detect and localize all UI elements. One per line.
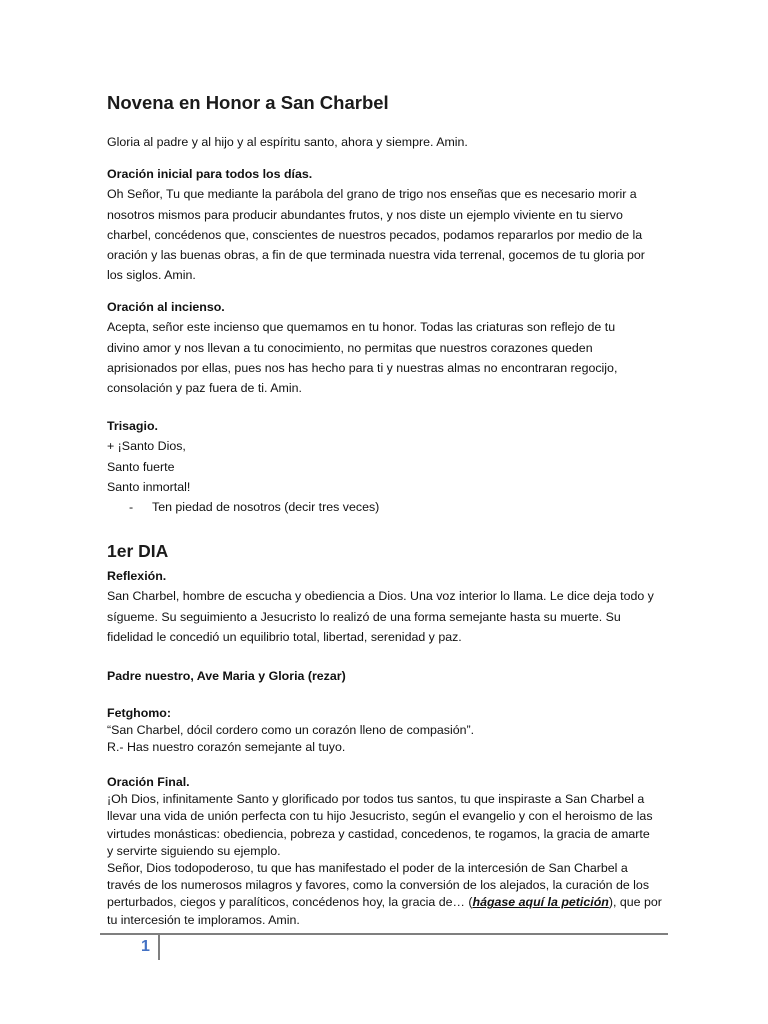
- paragraph-line: llevar una vida de unión perfecta con tu hijo Jesucristo, según el evangelio y con el heroismo de las: [107, 809, 653, 824]
- oracion-incienso-section: [107, 297, 617, 398]
- page-number-divider: [158, 935, 160, 960]
- paragraph-line: [107, 894, 662, 911]
- paragraph-line: y servirte siguiendo su ejemplo.: [107, 843, 281, 858]
- trisagio-heading: Trisagio.: [107, 419, 158, 433]
- bullet-text: Ten piedad de nosotros (decir tres veces): [152, 500, 380, 514]
- paragraph-line: aprisionados por ellas, pues nos has hecho para ti y nuestras almas no encontraran regocijo,: [107, 360, 618, 375]
- petition-emphasis: hágase aquí la petición: [472, 895, 609, 910]
- reflexion-section: [107, 566, 654, 647]
- petition-prefix: perturbados, ciegos y paralíticos, concédenos hoy, la gracia de… (: [107, 895, 473, 910]
- oracion-final-section: [107, 774, 662, 929]
- paragraph-line: “San Charbel, dócil cordero como un corazón lleno de compasión”.: [107, 723, 475, 737]
- oracion-inicial-heading: Oración inicial para todos los días.: [107, 167, 313, 181]
- trisagio-line: Santo fuerte: [107, 459, 175, 474]
- paragraph-line: Oh Señor, Tu que mediante la parábola del grano de trigo nos enseñas que es necesario morir a: [107, 187, 637, 202]
- paragraph-line: charbel, concédenos que, conscientes de nuestros pecados, podamos repararlos por medio de la: [107, 227, 643, 242]
- page-number: 1: [141, 938, 150, 955]
- paragraph-line: tu intercesión te imploramos. Amin.: [107, 912, 300, 927]
- trisagio-section: [107, 416, 190, 497]
- paragraph-line: oración y las buenas obras, a fin de que terminada nuestra vida terrenal, gocemos de tu gloria por: [107, 248, 645, 263]
- paragraph-line: R.- Has nuestro corazón semejante al tuyo.: [107, 740, 346, 755]
- paragraph-line: nosotros mismos para producir abundantes frutos, y nos diste un ejemplo viviente en tu siervo: [107, 207, 623, 222]
- oracion-inicial-section: [107, 164, 645, 286]
- rezar-line: Padre nuestro, Ave Maria y Gloria (rezar): [107, 669, 346, 683]
- fetghomo-lines: [107, 722, 474, 756]
- paragraph-line: consolación y paz fuera de ti. Amin.: [107, 381, 302, 396]
- paragraph-line: divino amor y nos llevan a tu conocimiento, no permitas que nuestros corazones queden: [107, 340, 593, 355]
- reflexion-heading: Reflexión.: [107, 569, 167, 583]
- paragraph-line: sígueme. Su seguimiento a Jesucristo lo realizó de una forma semejante hasta su muerte. Su: [107, 609, 621, 624]
- day-heading: 1er DIA: [107, 541, 169, 561]
- paragraph-line: virtudes monásticas: obediencia, pobreza y castidad, concedenos, te rogamos, la gracia de amarte: [107, 826, 650, 841]
- fetghomo-section: [107, 703, 171, 723]
- bullet-dash: -: [129, 500, 134, 514]
- oracion-incienso-heading: Oración al incienso.: [107, 300, 225, 314]
- paragraph-line: ¡Oh Dios, infinitamente Santo y glorificado por todos tus santos, tu que inspiraste a San Charbel a: [107, 792, 645, 807]
- paragraph-line: fidelidad le concedió un equilibrio total, libertad, serenidad y paz.: [107, 629, 462, 644]
- fetghomo-heading: Fetghomo:: [107, 706, 172, 720]
- gloria-line: Gloria al padre y al hijo y al espíritu santo, ahora y siempre. Amin.: [107, 135, 468, 149]
- paragraph-line: Señor, Dios todopoderoso, tu que has manifestado el poder de la intercesión de San Charbel a: [107, 861, 628, 876]
- trisagio-bullet: [129, 497, 379, 517]
- document-title: Novena en Honor a San Charbel: [107, 92, 389, 113]
- trisagio-line: + ¡Santo Dios,: [107, 439, 186, 454]
- footer-rule: [100, 933, 668, 935]
- paragraph-line: San Charbel, hombre de escucha y obediencia a Dios. Una voz interior lo llama. Le dice deja todo y: [107, 589, 654, 604]
- oracion-final-heading: Oración Final.: [107, 775, 190, 789]
- petition-suffix: ), que por: [608, 895, 662, 910]
- paragraph-line: través de los numerosos milagros y favores, como la conversión de los alejados, la curación de los: [107, 878, 650, 893]
- paragraph-line: Acepta, señor este incienso que quemamos en tu honor. Todas las criaturas son reflejo de tu: [107, 320, 616, 335]
- trisagio-line: Santo inmortal!: [107, 479, 191, 494]
- paragraph-line: los siglos. Amin.: [107, 268, 196, 283]
